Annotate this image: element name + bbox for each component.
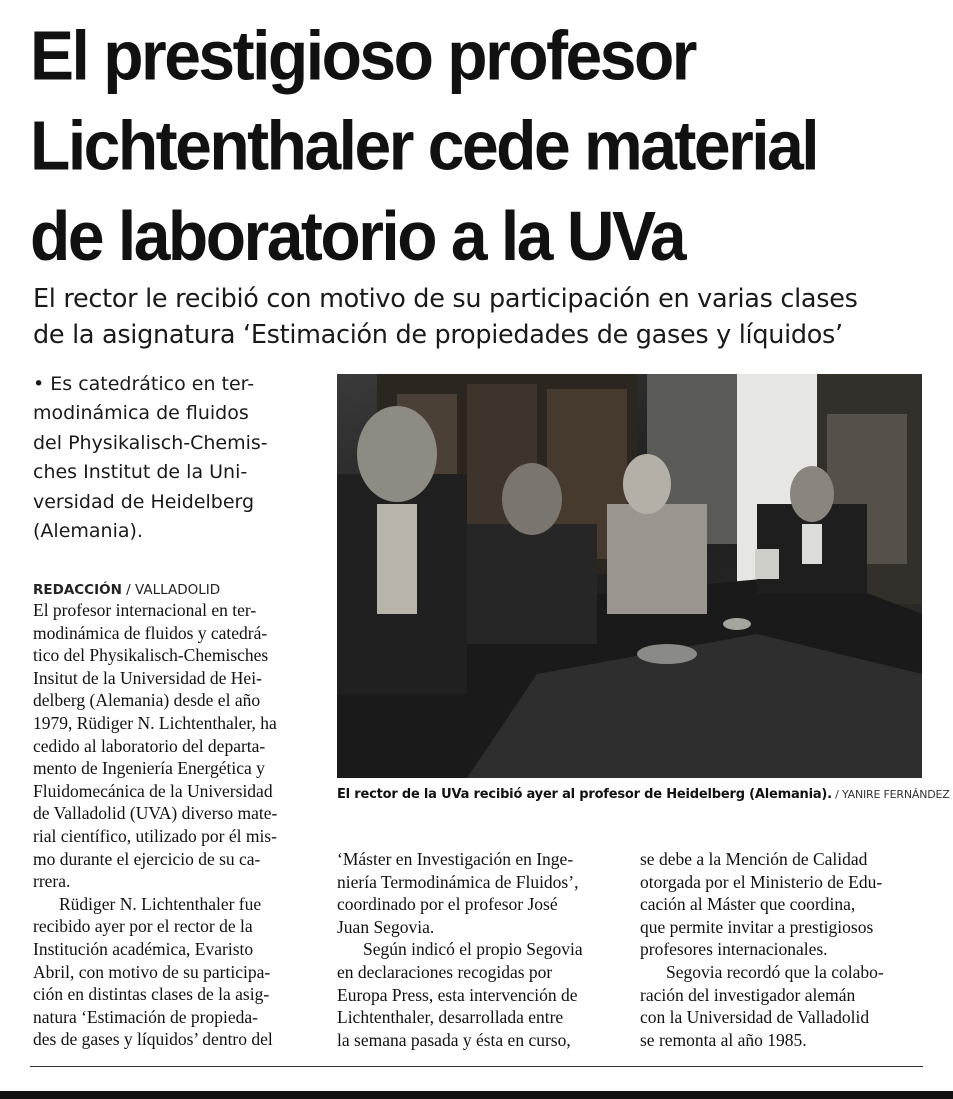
subheadline	[33, 281, 933, 353]
article-column-2	[337, 848, 622, 1051]
column-line: Institución académica, Evaristo	[33, 938, 254, 959]
bottom-band	[0, 1091, 953, 1099]
bullet-line: • Es catedrático en ter-	[33, 373, 255, 395]
column-line: tico del Physikalisch-Chemisches	[33, 645, 269, 666]
column-line: se remonta al año 1985.	[640, 1029, 807, 1050]
column-line: otorgada por el Ministerio de Edu-	[640, 871, 883, 892]
byline-agency: REDACCIÓN	[33, 582, 122, 598]
column-line: cación al Máster que coordina,	[640, 894, 856, 915]
column-line: rrera.	[33, 871, 71, 892]
column-line: con la Universidad de Valladolid	[640, 1007, 870, 1028]
column-line: Abril, con motivo de su participa-	[33, 961, 271, 982]
bullet-line: (Alemania).	[33, 520, 143, 543]
headline-line: de laboratorio a la UVa	[30, 196, 685, 275]
caption-text: El rector de la UVa recibió ayer al profesor de Heidelberg (Alemania).	[337, 787, 832, 802]
column-line: ‘Máster en Investigación en Inge-	[337, 849, 574, 869]
subheadline-line: El rector le recibió con motivo de su participación en varias clases	[33, 284, 858, 314]
column-line: mento de Ingeniería Energética y	[33, 758, 265, 779]
highlight-bullet	[33, 370, 323, 546]
column-line: rial científico, utilizado por él mis-	[33, 825, 277, 846]
column-line: ración del investigador alemán	[640, 984, 856, 1005]
column-line: niería Termodinámica de Fluidos’,	[337, 871, 579, 892]
column-line: modinámica de fluidos y catedrá-	[33, 622, 268, 643]
bullet-line: del Physikalisch-Chemis-	[33, 431, 268, 454]
column-line: 1979, Rüdiger N. Lichtenthaler, ha	[33, 712, 277, 733]
byline	[33, 582, 333, 598]
column-line: Juan Segovia.	[337, 916, 435, 937]
bottom-rule	[30, 1066, 923, 1067]
column-line: natura ‘Estimación de propieda-	[33, 1006, 258, 1027]
article-column-3	[640, 848, 925, 1051]
column-line: se debe a la Mención de Calidad	[640, 849, 868, 869]
bullet-line: modinámica de fluidos	[33, 402, 249, 425]
photo-caption	[337, 787, 950, 802]
column-line: Europa Press, esta intervención de	[337, 984, 578, 1005]
column-line: recibido ayer por el rector de la	[33, 916, 253, 937]
photo-credit: / YANIRE FERNÁNDEZ	[831, 788, 950, 801]
bullet-line: ches Institut de la Uni-	[33, 461, 248, 484]
subheadline-line: de la asignatura ‘Estimación de propiedades de gases y líquidos’	[33, 320, 843, 350]
column-line: de Valladolid (UVA) diverso mate-	[33, 803, 278, 824]
headline-line: Lichtenthaler cede material	[30, 106, 818, 185]
column-line: des de gases y líquidos’ dentro del	[33, 1029, 273, 1050]
headline-line: El prestigioso profesor	[30, 16, 695, 94]
column-line: El profesor internacional en ter-	[33, 600, 257, 620]
headline	[30, 10, 930, 281]
column-line: Rüdiger N. Lichtenthaler fue	[59, 893, 262, 914]
column-line: la semana pasada y ésta en curso,	[337, 1029, 571, 1050]
column-line: profesores internacionales.	[640, 939, 828, 960]
bullet-line: versidad de Heidelberg	[33, 490, 255, 513]
column-line: que permite invitar a prestigiosos	[640, 916, 874, 937]
column-line: mo durante el ejercicio de su ca-	[33, 848, 261, 869]
byline-place: / VALLADOLID	[121, 582, 221, 598]
meeting-photo-illustration	[337, 374, 922, 778]
column-line: coordinado por el profesor José	[337, 894, 558, 915]
article-column-1	[33, 599, 323, 1051]
column-line: ción en distintas clases de la asig-	[33, 984, 270, 1005]
news-photo	[337, 374, 922, 778]
column-line: en declaraciones recogidas por	[337, 961, 553, 982]
column-line: Según indicó el propio Segovia	[363, 939, 583, 960]
column-line: Insitut de la Universidad de Hei-	[33, 667, 262, 688]
column-line: Fluidomecánica de la Universidad	[33, 780, 273, 801]
column-line: cedido al laboratorio del departa-	[33, 735, 266, 756]
column-line: Segovia recordó que la colabo-	[666, 961, 884, 982]
column-line: delberg (Alemania) desde el año	[33, 690, 261, 711]
column-line: Lichtenthaler, desarrollada entre	[337, 1007, 564, 1028]
